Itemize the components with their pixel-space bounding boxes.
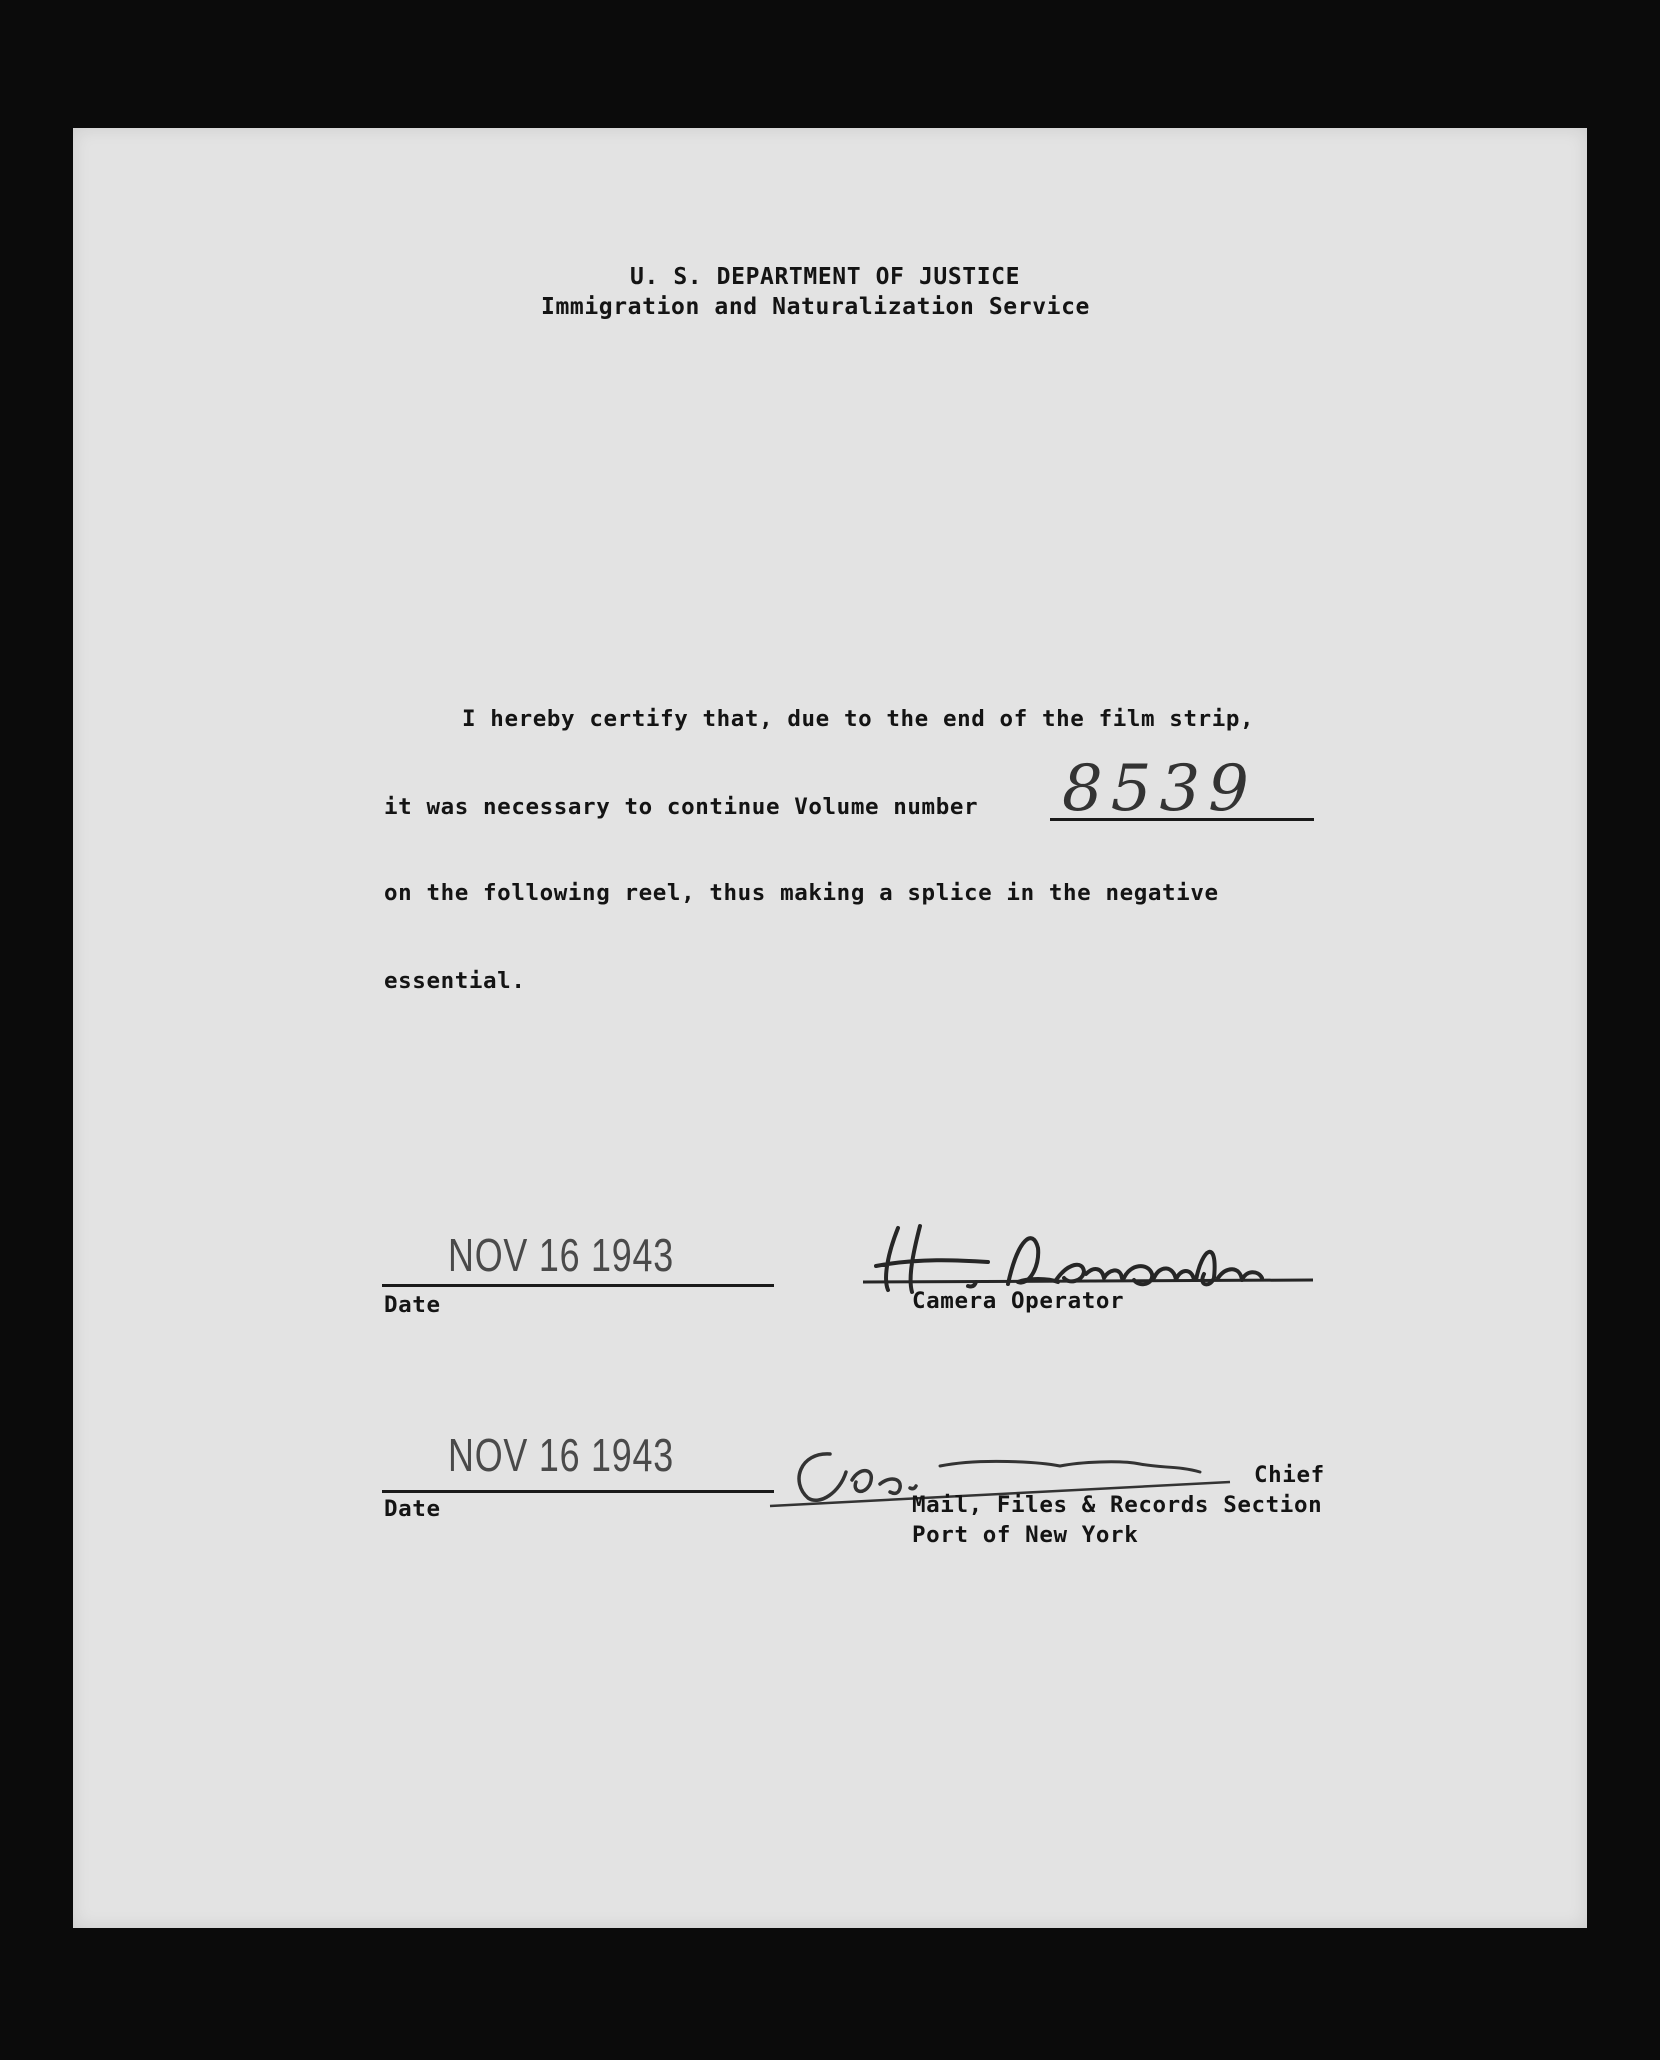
port-title: Port of New York <box>912 1522 1139 1548</box>
date-label-2: Date <box>384 1496 441 1522</box>
certificate-line-3: on the following reel, thus making a splice in the negative <box>384 880 1219 906</box>
certificate-line-1: I hereby certify that, due to the end of the film strip, <box>462 706 1255 732</box>
camera-operator-title: Camera Operator <box>912 1288 1125 1314</box>
date-label-1: Date <box>384 1292 441 1318</box>
document-page <box>73 128 1587 1928</box>
volume-number-handwritten: 8539 <box>1062 752 1257 826</box>
department-title: U. S. DEPARTMENT OF JUSTICE <box>630 264 1021 290</box>
date-stamp-1: NOV 16 1943 <box>448 1229 675 1281</box>
certificate-line-4: essential. <box>384 968 526 994</box>
date-stamp-2: NOV 16 1943 <box>448 1429 675 1481</box>
certificate-line-2: it was necessary to continue Volume number <box>384 794 979 820</box>
section-title: Mail, Files & Records Section <box>912 1492 1323 1518</box>
service-title: Immigration and Naturalization Service <box>541 294 1090 320</box>
chief-title: Chief <box>1254 1462 1325 1488</box>
date-line-2 <box>382 1490 774 1493</box>
date-line-1 <box>382 1284 774 1287</box>
